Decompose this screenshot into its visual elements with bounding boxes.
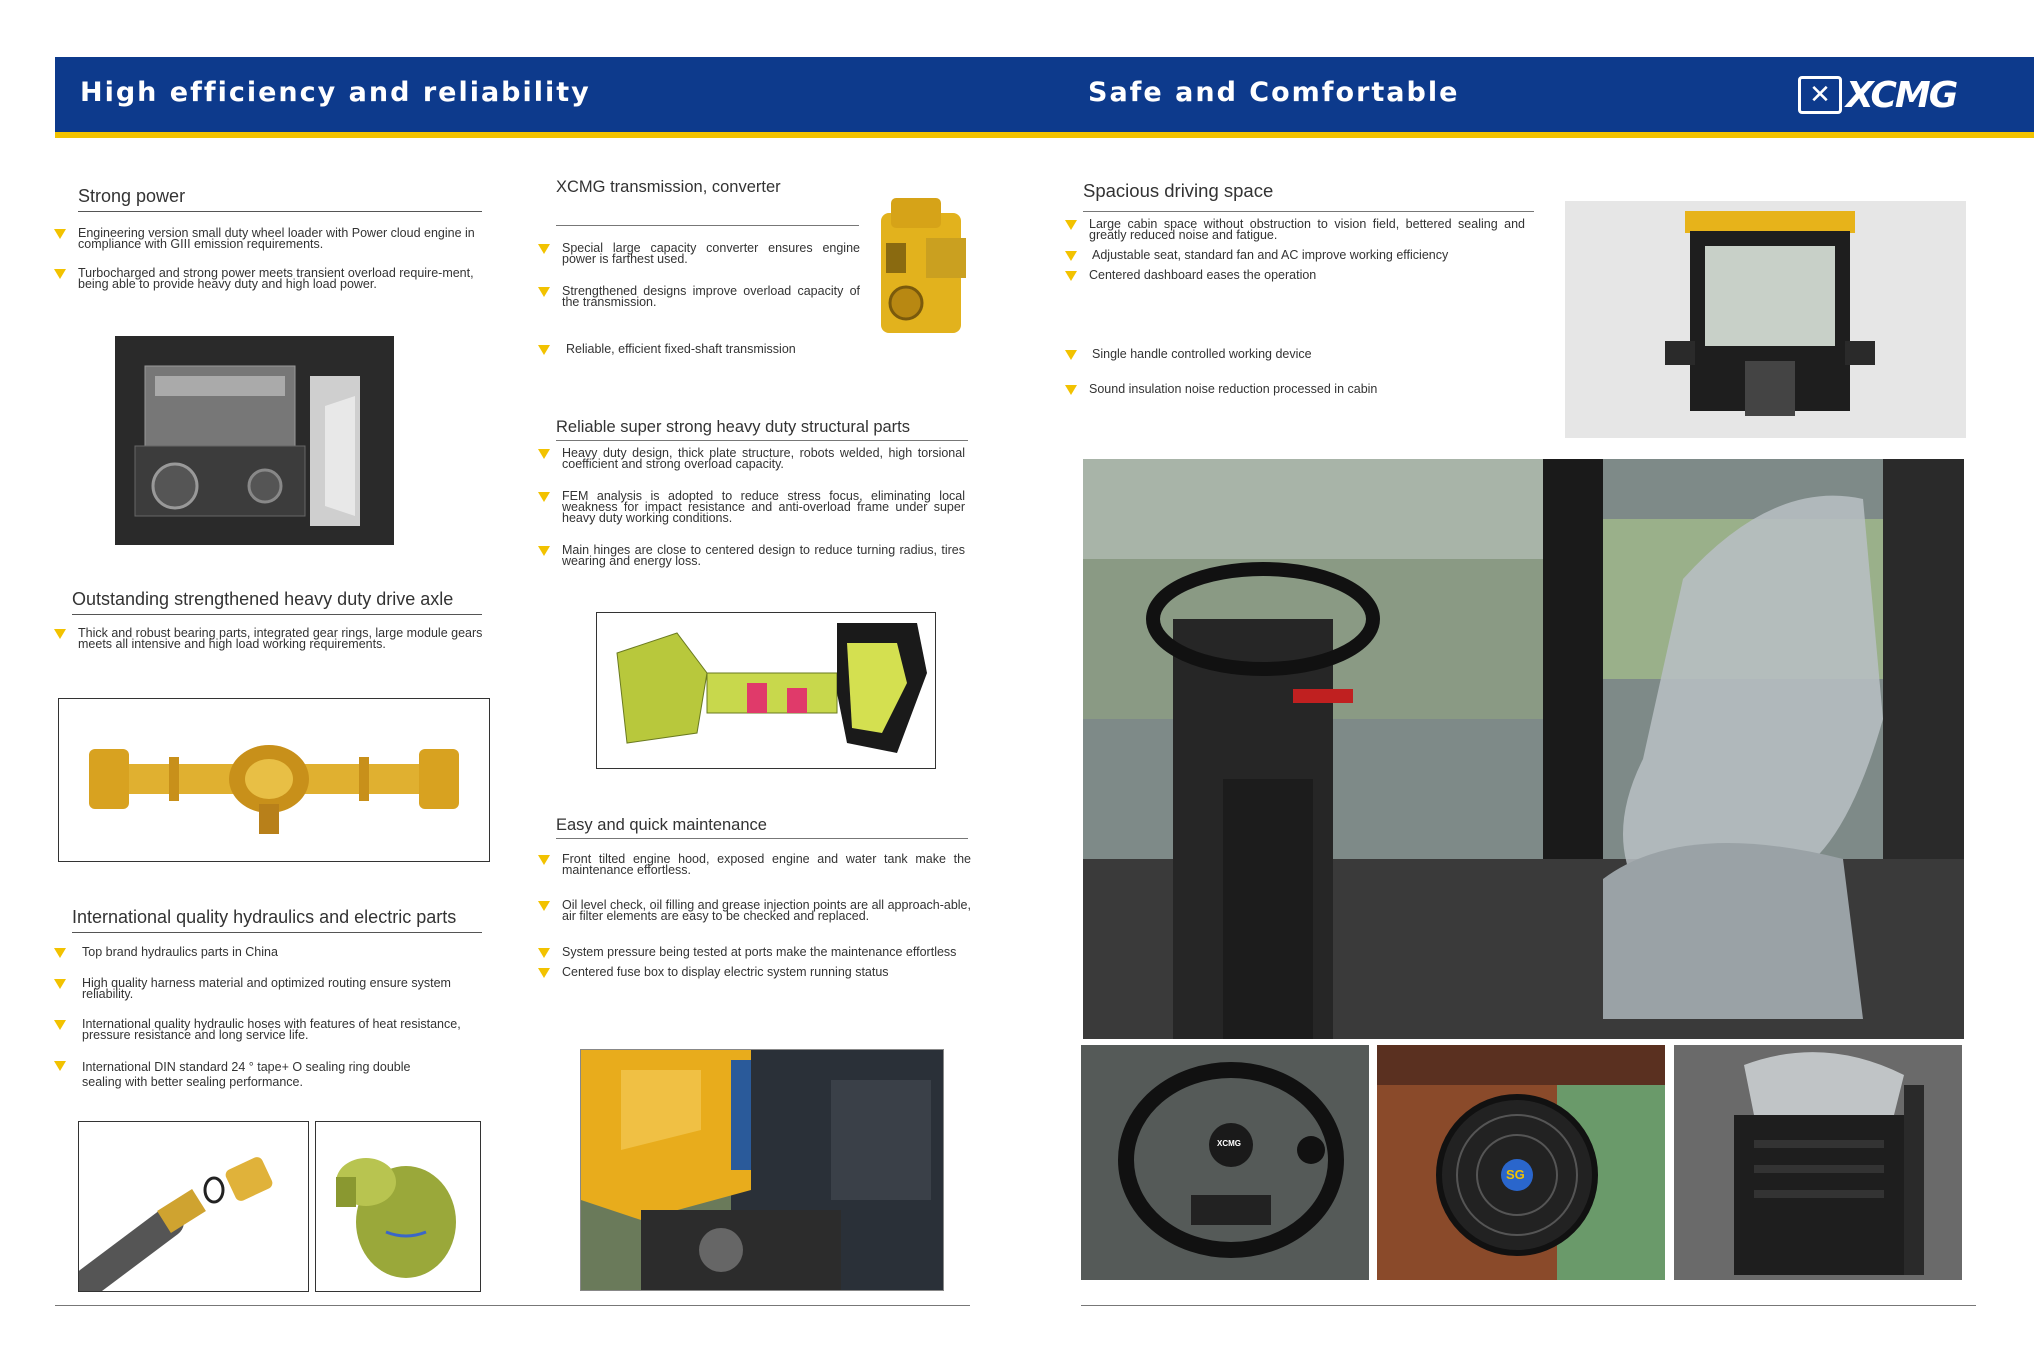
bullet-text: Turbocharged and strong power meets transient overload require-ment, being able to provide heavy duty and high load power. bbox=[78, 266, 474, 291]
bullet-triangle-icon bbox=[538, 546, 550, 556]
bullet-triangle-icon bbox=[538, 287, 550, 297]
bullet-triangle-icon bbox=[538, 901, 550, 911]
driving-space-title: Spacious driving space bbox=[1083, 180, 1274, 201]
bullet-triangle-icon bbox=[538, 492, 550, 502]
structural-list bbox=[538, 448, 965, 567]
bullet-text: Centered dashboard eases the operation bbox=[1089, 268, 1317, 282]
bullet-triangle-icon bbox=[54, 629, 66, 639]
cabin-front-photo bbox=[1565, 201, 1966, 438]
right-page-title: Safe and Comfortable bbox=[1088, 77, 1460, 108]
seat-suspension-photo bbox=[1674, 1045, 1962, 1280]
bullet-text: Adjustable seat, standard fan and AC improve working efficiency bbox=[1092, 248, 1449, 262]
bullet-text: Large cabin space without obstruction to vision field, bettered sealing and greatly reduced noise and fatigue. bbox=[1089, 217, 1525, 242]
list-item bbox=[54, 947, 484, 958]
list-item bbox=[538, 344, 860, 355]
transmission-photo bbox=[866, 183, 981, 353]
engine-photo bbox=[115, 336, 394, 545]
steering-wheel-illustration bbox=[1081, 1045, 1369, 1280]
list-item bbox=[538, 243, 860, 265]
cabin-fan-illustration bbox=[1377, 1045, 1665, 1280]
bullet-text: Front tilted engine hood, exposed engine and water tank make the maintenance effortless. bbox=[562, 852, 971, 877]
cabin-fan-photo bbox=[1377, 1045, 1665, 1280]
left-footer-rule bbox=[55, 1305, 970, 1306]
engine-illustration bbox=[115, 336, 394, 545]
bullet-text: Special large capacity converter ensures engine power is farthest used. bbox=[562, 241, 860, 266]
list-item bbox=[538, 491, 965, 524]
list-item bbox=[1065, 250, 1525, 261]
cabin-interior-photo bbox=[1083, 459, 1964, 1039]
bullet-triangle-icon bbox=[54, 979, 66, 989]
bullet-text: Strengthened designs improve overload capacity of the transmission. bbox=[562, 284, 860, 309]
bullet-triangle-icon bbox=[1065, 220, 1077, 230]
bullet-text: Heavy duty design, thick plate structure, robots welded, high torsional coefficient and strong overload capacity. bbox=[562, 446, 965, 471]
hose-fitting-illustration bbox=[79, 1122, 308, 1291]
bullet-text: FEM analysis is adopted to reduce stress focus, eliminating local weakness for impact resistance and anti-overload frame under super heavy duty working conditions. bbox=[562, 489, 965, 525]
left-page-title: High efficiency and reliability bbox=[80, 77, 591, 108]
list-item bbox=[538, 854, 971, 876]
xcmg-logo bbox=[1798, 74, 1973, 116]
frame-structure-illustration bbox=[597, 613, 935, 768]
bullet-triangle-icon bbox=[1065, 350, 1077, 360]
drive-axle-image bbox=[58, 698, 490, 862]
hose-fitting-image bbox=[78, 1121, 309, 1292]
list-item bbox=[54, 978, 484, 1000]
bullet-text: Centered fuse box to display electric system running status bbox=[562, 965, 889, 979]
transmission-list bbox=[538, 243, 860, 355]
transmission-rule bbox=[556, 225, 859, 226]
drive-axle-illustration bbox=[59, 699, 489, 861]
strong-power-list bbox=[54, 228, 484, 290]
bullet-triangle-icon bbox=[1065, 385, 1077, 395]
list-item bbox=[538, 900, 971, 922]
list-item bbox=[54, 1019, 484, 1041]
cabin-interior-illustration bbox=[1083, 459, 1964, 1039]
bullet-triangle-icon bbox=[54, 1061, 66, 1071]
bullet-triangle-icon bbox=[1065, 251, 1077, 261]
bullet-triangle-icon bbox=[54, 1020, 66, 1030]
maintenance-list bbox=[538, 854, 971, 978]
list-item bbox=[54, 268, 484, 290]
bullet-triangle-icon bbox=[538, 449, 550, 459]
hydraulics-title: International quality hydraulics and electric parts bbox=[72, 907, 457, 927]
right-footer-rule bbox=[1081, 1305, 1976, 1306]
driving-space-list bbox=[1065, 219, 1525, 395]
maintenance-title: Easy and quick maintenance bbox=[556, 816, 767, 834]
hydraulic-valve-illustration bbox=[316, 1122, 480, 1291]
bullet-text: Thick and robust bearing parts, integrated gear rings, large module gears meets all intensive and high load working requirements. bbox=[78, 626, 483, 651]
hydraulic-valve-image bbox=[315, 1121, 481, 1292]
bullet-triangle-icon bbox=[538, 855, 550, 865]
drive-axle-list bbox=[54, 628, 484, 650]
list-item bbox=[538, 286, 860, 308]
structural-rule bbox=[556, 440, 968, 441]
list-item bbox=[538, 448, 965, 470]
cabin-front-illustration bbox=[1565, 201, 1966, 438]
bullet-text: International quality hydraulic hoses with features of heat resistance, pressure resistance and long service life. bbox=[82, 1017, 461, 1042]
bullet-text: Reliable, efficient fixed-shaft transmission bbox=[566, 342, 796, 356]
transmission-title: XCMG transmission, converter bbox=[556, 178, 781, 196]
list-item bbox=[1065, 270, 1525, 281]
transmission-illustration bbox=[866, 183, 981, 353]
bullet-triangle-icon bbox=[54, 229, 66, 239]
hydraulics-heading bbox=[72, 907, 482, 933]
header-stripe bbox=[55, 132, 2034, 138]
bullet-triangle-icon bbox=[54, 948, 66, 958]
bullet-text: System pressure being tested at ports make the maintenance effortless bbox=[562, 945, 957, 959]
wheel-badge: XCMG bbox=[1217, 1139, 1241, 1148]
engine-hood-illustration bbox=[581, 1050, 943, 1290]
bullet-triangle-icon bbox=[538, 244, 550, 254]
seat-suspension-illustration bbox=[1674, 1045, 1962, 1280]
bullet-triangle-icon bbox=[538, 968, 550, 978]
list-item bbox=[538, 545, 965, 567]
list-item bbox=[1065, 384, 1525, 395]
strong-power-heading bbox=[78, 186, 482, 212]
drive-axle-heading bbox=[72, 589, 482, 615]
list-item bbox=[1065, 219, 1525, 241]
bullet-text: Top brand hydraulics parts in China bbox=[82, 945, 278, 959]
bullet-triangle-icon bbox=[538, 948, 550, 958]
bullet-text: Single handle controlled working device bbox=[1092, 347, 1312, 361]
driving-space-rule bbox=[1083, 211, 1534, 212]
list-item bbox=[538, 947, 971, 958]
strong-power-title: Strong power bbox=[78, 186, 186, 206]
bullet-text: Main hinges are close to centered design to reduce turning radius, tires wearing and energy loss. bbox=[562, 543, 965, 568]
bullet-triangle-icon bbox=[538, 345, 550, 355]
list-item bbox=[538, 967, 971, 978]
bullet-text: High quality harness material and optimized routing ensure system reliability. bbox=[82, 976, 451, 1001]
frame-structure-image bbox=[596, 612, 936, 769]
xcmg-logo-text: XCMG bbox=[1846, 74, 1957, 116]
bullet-text: Engineering version small duty wheel loader with Power cloud engine in compliance with GIII emission requirements. bbox=[78, 226, 475, 251]
list-item bbox=[54, 228, 484, 250]
bullet-triangle-icon bbox=[1065, 271, 1077, 281]
fan-badge: SG bbox=[1506, 1167, 1525, 1182]
bullet-triangle-icon bbox=[54, 269, 66, 279]
drive-axle-title: Outstanding strengthened heavy duty drive axle bbox=[72, 589, 454, 609]
engine-hood-photo bbox=[580, 1049, 944, 1291]
bullet-text: Sound insulation noise reduction processed in cabin bbox=[1089, 382, 1378, 396]
maintenance-rule bbox=[556, 838, 968, 839]
list-item bbox=[54, 1060, 484, 1090]
list-item bbox=[1065, 349, 1525, 360]
hydraulics-list bbox=[54, 947, 484, 1090]
bullet-text: Oil level check, oil filling and grease injection points are all approach-able, air filter elements are easy to be checked and replaced. bbox=[562, 898, 971, 923]
structural-title: Reliable super strong heavy duty structural parts bbox=[556, 418, 911, 436]
xcmg-logo-mark-icon: ✕ bbox=[1798, 76, 1842, 114]
steering-wheel-photo bbox=[1081, 1045, 1369, 1280]
list-item bbox=[54, 628, 484, 650]
bullet-text: International DIN standard 24 ° tape+ O sealing ring double sealing with better sealing performance. bbox=[82, 1060, 411, 1089]
